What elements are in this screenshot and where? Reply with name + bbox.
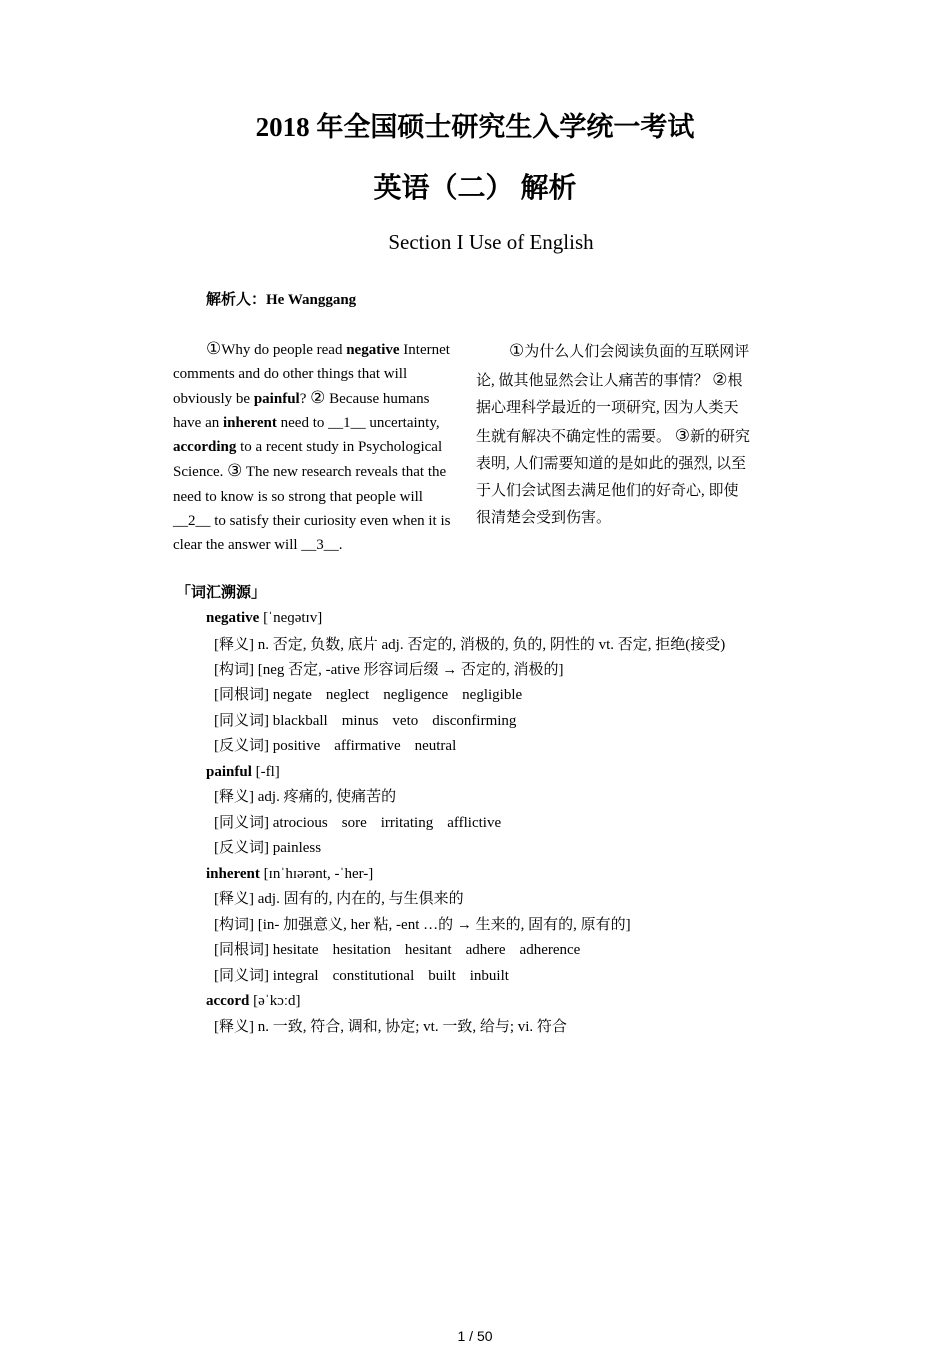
passage-text: 新的研究表明, 人们需要知道的是如此的强烈, 以至于人们会试图去满足他们的好奇心, 即使很清楚会受到伤害。	[476, 429, 751, 526]
chinese-translation	[476, 337, 752, 532]
vocab-detail-line	[176, 632, 736, 658]
vocab-detail-line	[214, 785, 736, 811]
key-word: inherent	[222, 415, 277, 432]
vocab-detail-line	[214, 683, 736, 709]
section-heading: Section I Use of English	[388, 230, 594, 254]
vocab-item: [neg 否定, -ative 形容词后缀 → 否定的, 消极的]	[257, 661, 564, 678]
vocab-entry	[176, 606, 736, 760]
vocab-entry	[176, 760, 736, 862]
vocab-item: adhere	[465, 942, 506, 958]
vocab-item: n. 一致, 符合, 调和, 协定; vt. 一致, 给与; vi. 符合	[257, 1018, 567, 1035]
passage-text: 根据心理科学最近的一项研究, 因为人类天生就有解决不确定性的需要。	[476, 373, 743, 445]
vocab-word-line	[206, 606, 736, 632]
key-word: negative	[346, 342, 400, 358]
vocab-detail-line	[214, 1015, 736, 1041]
chinese-paragraph	[476, 337, 752, 532]
sentence-number: ③	[227, 461, 243, 481]
sentence-number: ③	[674, 426, 691, 445]
vocab-item: sore	[341, 814, 367, 831]
vocab-detail-line	[214, 836, 736, 862]
vocab-tag: [同义词]	[214, 967, 273, 984]
vocab-detail-line	[214, 938, 736, 964]
passage-text: Because humans have an	[173, 391, 430, 432]
vocab-item: atrocious	[272, 814, 328, 831]
exam-subtitle: 英语（二） 解析	[373, 173, 577, 204]
exam-title: 2018 年全国硕士研究生入学统一考试	[255, 112, 695, 142]
vocab-item: hesitation	[332, 942, 391, 958]
vocab-item: built	[428, 967, 456, 984]
vocab-detail-line	[214, 734, 736, 760]
vocab-detail-line	[214, 658, 736, 684]
vocab-tag: [同根词]	[214, 687, 273, 703]
passage-text: Why do people read	[221, 342, 347, 358]
vocab-heading: 「词汇溯源」	[176, 585, 267, 601]
vocab-tag: [反义词]	[214, 840, 273, 856]
vocab-word: negative	[206, 610, 260, 626]
vocab-item: irritating	[380, 814, 434, 831]
vocab-item: constitutional	[332, 967, 415, 984]
key-word: painful	[253, 391, 300, 408]
vocab-word: inherent	[206, 865, 260, 882]
vocab-word-line	[206, 760, 736, 786]
sentence-number: ②	[310, 388, 326, 408]
vocab-item: hesitant	[404, 942, 452, 958]
vocab-item: adherence	[519, 942, 581, 958]
vocab-item: adj. 固有的, 内在的, 与生俱来的	[257, 891, 464, 907]
vocab-item: positive	[272, 738, 321, 754]
vocab-item: afflictive	[447, 814, 502, 831]
vocab-item: disconfirming	[432, 712, 517, 729]
vocab-detail-line	[214, 811, 736, 837]
vocab-tag: [同义词]	[214, 814, 273, 831]
vocab-item: negligence	[383, 687, 449, 703]
vocab-item: blackball	[272, 712, 328, 729]
author-name: He Wanggang	[266, 292, 357, 308]
vocab-word: painful	[206, 763, 252, 780]
author-line	[206, 288, 356, 309]
passage-text: need to __1__ uncertainty,	[276, 415, 440, 432]
vocab-phonetic: [əˈkɔːd]	[249, 993, 301, 1009]
vocab-item: adj. 疼痛的, 使痛苦的	[257, 789, 397, 805]
vocab-item: n. 否定, 负数, 底片 adj. 否定的, 消极的, 负的, 阴性的 vt. 否定, 拒绝(接受)	[257, 636, 726, 653]
vocab-tag: [构词]	[214, 916, 258, 933]
vocab-word-line	[206, 862, 736, 888]
vocab-phonetic: [ˈneɡətɪv]	[259, 610, 323, 626]
vocab-item: neglect	[325, 687, 370, 703]
vocab-detail-line	[214, 913, 736, 939]
english-passage	[173, 337, 459, 557]
vocab-item: integral	[272, 967, 319, 984]
vocab-item: veto	[392, 712, 419, 729]
vocab-item: [in- 加强意义, her 粘, -ent …的 → 生来的, 固有的, 原有的]	[257, 916, 631, 933]
vocab-detail-line	[214, 887, 736, 913]
vocab-tag: [同根词]	[214, 942, 273, 958]
vocab-tag: [释义]	[214, 789, 258, 805]
vocab-item: painless	[272, 840, 322, 856]
passage-text: Internet comments and do other things that will obviously be	[173, 342, 450, 408]
vocab-detail-line	[214, 709, 736, 735]
sentence-number: ②	[712, 370, 728, 389]
vocab-item: negligible	[462, 687, 523, 703]
vocab-word: accord	[206, 993, 250, 1009]
author-label: 解析人：	[206, 292, 267, 308]
passage-text: 为什么人们会阅读负面的互联网评论, 做其他显然会让人痛苦的事情？	[476, 344, 750, 389]
vocab-list	[176, 606, 736, 1040]
passage-text: ?	[299, 391, 311, 408]
vocab-tag: [释义]	[214, 1018, 258, 1035]
english-paragraph	[173, 337, 459, 557]
vocab-item: negate	[272, 687, 312, 703]
sentence-number: ①	[206, 339, 222, 358]
vocab-tag: [释义]	[214, 636, 258, 653]
vocab-phonetic: [-fl]	[251, 763, 280, 780]
vocab-item: hesitate	[272, 942, 319, 958]
vocab-tag: [释义]	[214, 891, 258, 907]
vocab-detail-line	[214, 964, 736, 990]
page-indicator: 1 / 50	[457, 1328, 493, 1344]
vocab-item: inbuilt	[469, 967, 509, 984]
vocab-item: minus	[341, 712, 379, 729]
passage-text: The new research reveals that the need to know is so strong that people will __2__ to satisfy their curiosity even when it is clear the answer will __3__.	[173, 464, 451, 553]
vocab-tag: [反义词]	[214, 738, 273, 754]
vocab-item: affirmative	[334, 738, 401, 754]
vocab-phonetic: [ɪnˈhɪərənt, -ˈher-]	[259, 865, 374, 882]
sentence-number: ①	[509, 341, 525, 360]
vocab-word-line	[206, 989, 736, 1015]
passage-text: to a recent study in Psychological Science.	[173, 439, 443, 481]
key-word: according	[173, 439, 237, 456]
vocab-entry	[176, 862, 736, 990]
vocab-entry	[176, 989, 736, 1040]
vocab-tag: [同义词]	[214, 712, 273, 729]
vocab-tag: [构词]	[214, 661, 258, 678]
vocab-item: neutral	[414, 738, 457, 754]
